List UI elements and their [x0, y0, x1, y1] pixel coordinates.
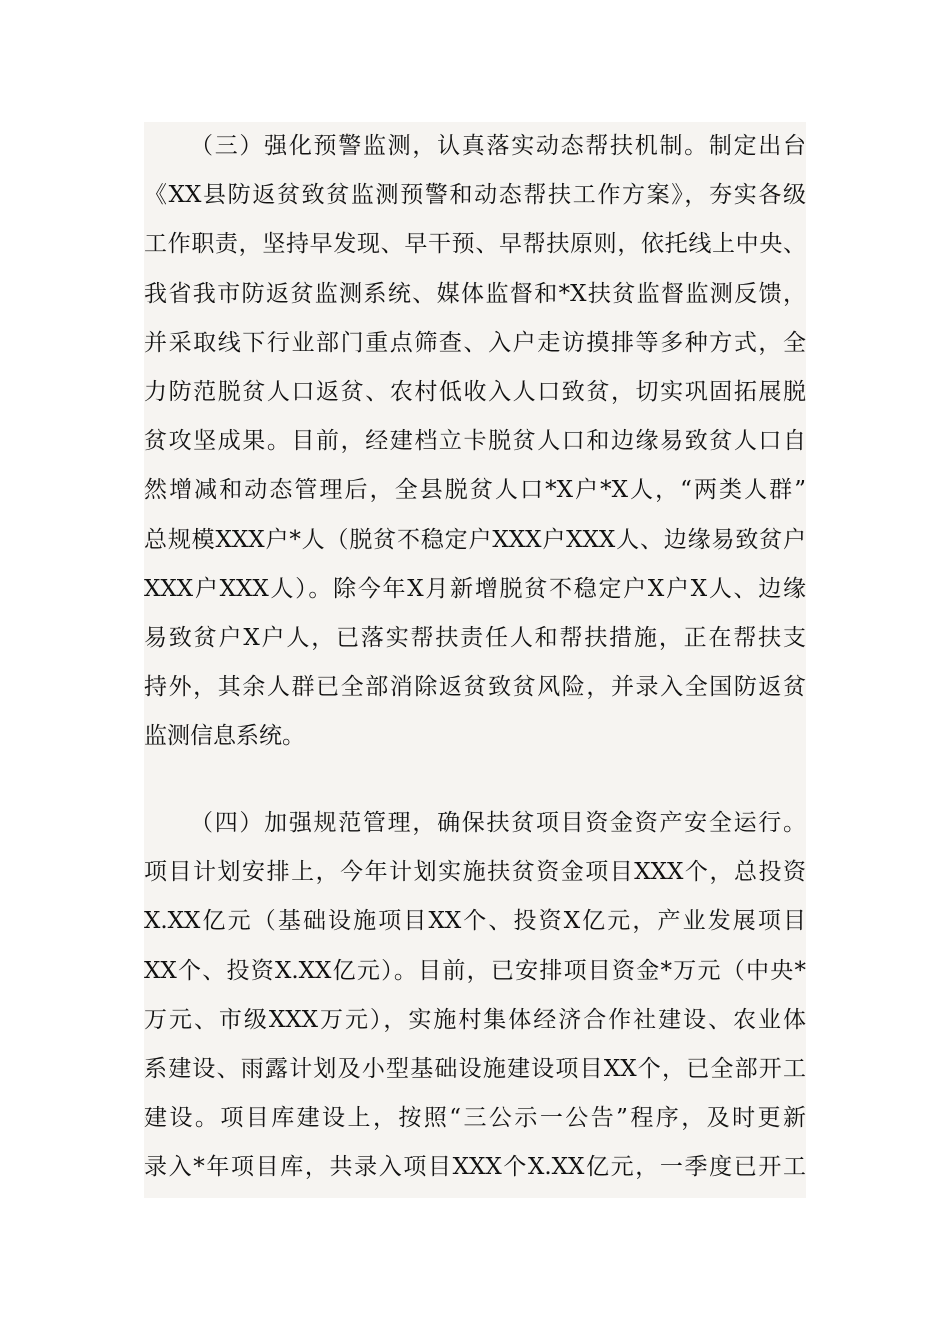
text-line: XXX户XXX人）。除今年X月新增脱贫不稳定户X户X人、边缘	[144, 575, 806, 602]
paragraph-section-4	[144, 799, 806, 1193]
text-line: 力防范脱贫人口返贫、农村低收入人口致贫，切实巩固拓展脱	[144, 378, 806, 405]
text-line: 建设。项目库建设上，按照“三公示一公告”程序，及时更新	[144, 1105, 806, 1132]
text-line: 总规模XXX户*人（脱贫不稳定户XXX户XXX人、边缘易致贫户	[144, 526, 806, 553]
paragraph-section-3	[144, 122, 806, 761]
text-line: 贫攻坚成果。目前，经建档立卡脱贫人口和边缘易致贫人口自	[144, 428, 806, 455]
text-line: 监测信息系统。	[144, 723, 305, 750]
text-line: （四）加强规范管理，确保扶贫项目资金资产安全运行。	[190, 810, 806, 836]
text-line: 项目计划安排上，今年计划实施扶贫资金项目XXX个，总投资	[144, 859, 806, 886]
text-line: 然增减和动态管理后，全县脱贫人口*X户*X人，“两类人群”	[144, 477, 806, 504]
text-line: 我省我市防返贫监测系统、媒体监督和*X扶贫监督监测反馈，	[144, 280, 806, 307]
document-body	[144, 122, 806, 1198]
text-line: 《XX县防返贫致贫监测预警和动态帮扶工作方案》，夯实各级	[144, 182, 806, 209]
text-line: （三）强化预警监测，认真落实动态帮扶机制。制定出台	[190, 133, 806, 159]
text-line: 持外，其余人群已全部消除返贫致贫风险，并录入全国防返贫	[144, 674, 806, 701]
text-line: 工作职责，坚持早发现、早干预、早帮扶原则，依托线上中央、	[144, 231, 806, 258]
text-line: 系建设、雨露计划及小型基础设施建设项目XX个，已全部开工	[144, 1055, 806, 1082]
text-line: 并采取线下行业部门重点筛查、入户走访摸排等多种方式，全	[144, 329, 806, 356]
text-line: 万元、市级XXX万元），实施村集体经济合作社建设、农业体	[144, 1006, 806, 1033]
text-line: X.XX亿元（基础设施项目XX个、投资X亿元，产业发展项目	[144, 908, 806, 935]
text-line: XX个、投资X.XX亿元）。目前，已安排项目资金*万元（中央*	[144, 957, 806, 984]
text-line: 易致贫户X户人，已落实帮扶责任人和帮扶措施，正在帮扶支	[144, 624, 806, 651]
text-line: 录入*年项目库，共录入项目XXX个X.XX亿元，一季度已开工	[144, 1154, 806, 1181]
